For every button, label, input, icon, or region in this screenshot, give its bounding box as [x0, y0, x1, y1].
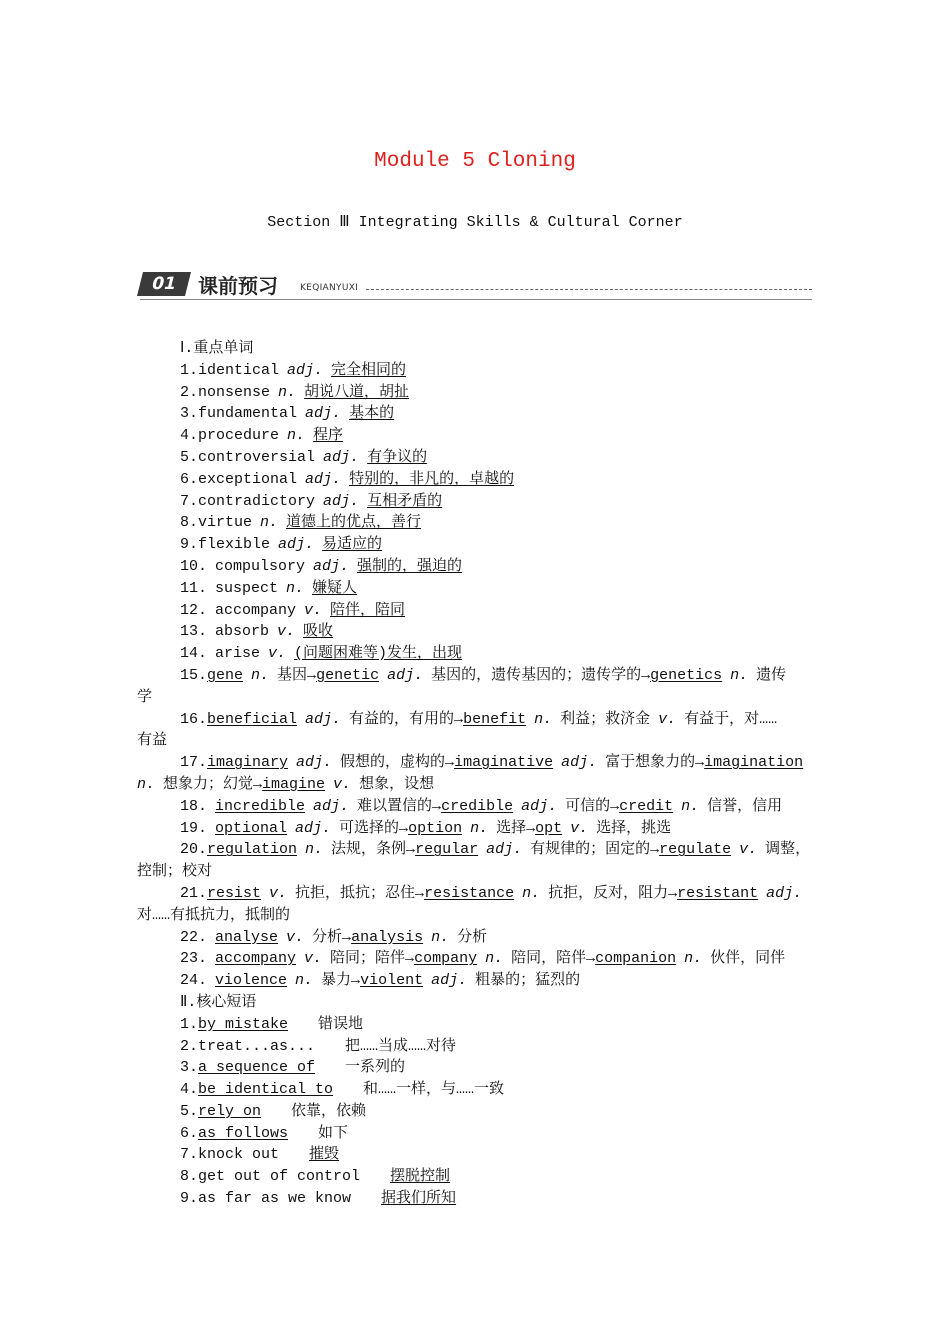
vocab-meaning: 易适应的 — [322, 536, 383, 554]
vocab-word: identical — [198, 361, 280, 379]
banner-dashed-rule — [366, 289, 812, 290]
phrase-list — [137, 1014, 817, 1210]
derived-item-16: 16.beneficial adj. 有益的，有用的→benefit n. 利益；救济金 v. 有益于，对…… — [180, 710, 778, 728]
phrase-meaning: 依靠，依赖 — [291, 1102, 367, 1120]
vocab-item: 4.procedure n. 程序 — [180, 427, 344, 445]
phrase-text: as far as we know — [198, 1190, 352, 1208]
derived-item-23: 23. accompany v. 陪同；陪伴→company n. 陪同，陪伴→companion n. 伙伴，同伴 — [180, 950, 786, 968]
part-of-speech: v. — [268, 645, 287, 663]
derived-item-18: 18. incredible adj. 难以置信的→credible adj. 可信的→credit n. 信誉，信用 — [180, 797, 783, 815]
vocab-word: flexible — [198, 536, 271, 554]
derived-item-22: 22. analyse v. 分析→analysis n. 分析 — [180, 928, 488, 946]
page-title: Module 5 Cloning — [374, 150, 576, 173]
vocab-word: exceptional — [198, 470, 298, 488]
derived-item-20-cont: 控制；校对 — [137, 863, 213, 881]
part-of-speech: v. — [277, 623, 296, 641]
phrase-item: 7.knock out 摧毁 — [180, 1146, 340, 1164]
vocab-item: 3.fundamental adj. 基本的 — [180, 405, 395, 423]
vocab-list — [137, 360, 817, 665]
part-of-speech: adj. — [323, 448, 360, 466]
derived-item-16-cont: 有益 — [137, 732, 168, 750]
part-of-speech: n. — [286, 579, 305, 597]
vocab-word: fundamental — [198, 405, 298, 423]
vocab-word: procedure — [198, 427, 280, 445]
vocab-meaning: 吸收 — [303, 623, 334, 641]
phrase-meaning: 和……一样，与……一致 — [363, 1081, 505, 1099]
phrase-meaning: 据我们所知 — [381, 1190, 457, 1208]
phrase-text: treat...as... — [198, 1037, 316, 1055]
vocab-meaning: 互相矛盾的 — [367, 492, 443, 510]
phrase-item: 2.treat...as... 把……当成……对待 — [180, 1037, 457, 1055]
phrase-item: 3.a sequence of 一系列的 — [180, 1059, 406, 1077]
derived-item-17-cont: n. 想象力；幻觉→imagine v. 想象，设想 — [137, 775, 435, 793]
derived-item-24: 24. violence n. 暴力→violent adj. 粗暴的；猛烈的 — [180, 972, 581, 990]
part-of-speech: adj. — [323, 492, 360, 510]
vocab-item: 10. compulsory adj. 强制的，强迫的 — [180, 557, 463, 575]
part-of-speech: n. — [260, 514, 279, 532]
vocab-word: nonsense — [198, 383, 271, 401]
phrase-text: rely on — [198, 1102, 262, 1120]
part-of-speech: n. — [287, 427, 306, 445]
vocab-meaning: 陪伴，陪同 — [330, 601, 406, 619]
vocab-item: 6.exceptional adj. 特别的，非凡的，卓越的 — [180, 470, 515, 488]
part-of-speech: n. — [278, 383, 297, 401]
vocab-meaning: 基本的 — [349, 405, 395, 423]
vocab-word: virtue — [198, 514, 253, 532]
section2-heading: Ⅱ.核心短语 — [180, 993, 257, 1011]
section-banner — [140, 270, 812, 302]
phrase-text: as follows — [198, 1124, 289, 1142]
banner-label: 课前预习 — [198, 274, 278, 298]
vocab-word: controversial — [198, 448, 316, 466]
banner-pinyin: KEQIANYUXI — [300, 283, 359, 293]
derived-item-15: 15.gene n. 基因→genetic adj. 基因的，遗传基因的；遗传学的→genetics n. 遗传 — [180, 666, 787, 684]
vocab-word: arise — [215, 645, 261, 663]
banner-number: 01 — [137, 272, 191, 296]
phrase-meaning: 把……当成……对待 — [345, 1037, 457, 1055]
phrase-item: 8.get out of control 摆脱控制 — [180, 1168, 451, 1186]
derived-item-20: 20.regulation n. 法规，条例→regular adj. 有规律的；固定的→regulate v. 调整， — [180, 841, 811, 859]
vocab-meaning: 胡说八道，胡扯 — [304, 383, 410, 401]
part-of-speech: adj. — [305, 470, 342, 488]
part-of-speech: adj. — [287, 361, 324, 379]
phrase-item: 9.as far as we know 据我们所知 — [180, 1190, 457, 1208]
section1-heading: Ⅰ.重点单词 — [180, 340, 254, 357]
vocab-word: accompany — [215, 601, 297, 619]
vocab-item: 12. accompany v. 陪伴，陪同 — [180, 601, 406, 619]
derived-item-19: 19. optional adj. 可选择的→option n. 选择→opt v. 选择，挑选 — [180, 819, 672, 837]
derived-item-21-cont: 对……有抵抗力，抵制的 — [137, 906, 291, 924]
phrase-text: knock out — [198, 1146, 280, 1164]
part-of-speech: v. — [304, 601, 323, 619]
phrase-text: get out of control — [198, 1168, 361, 1186]
vocab-item: 8.virtue n. 道德上的优点，善行 — [180, 514, 422, 532]
vocab-meaning: 有争议的 — [367, 448, 428, 466]
phrase-text: a sequence of — [198, 1059, 316, 1077]
vocab-item: 5.controversial adj. 有争议的 — [180, 448, 428, 466]
vocab-meaning: 完全相同的 — [331, 361, 407, 379]
part-of-speech: adj. — [305, 405, 342, 423]
vocab-item: 2.nonsense n. 胡说八道，胡扯 — [180, 383, 410, 401]
phrase-item: 1.by mistake 错误地 — [180, 1015, 364, 1033]
vocab-item: 9.flexible adj. 易适应的 — [180, 536, 383, 554]
vocab-meaning: 嫌疑人 — [312, 579, 358, 597]
vocabulary-content — [137, 338, 817, 1210]
phrase-meaning: 一系列的 — [345, 1059, 406, 1077]
phrase-item: 4.be identical to 和……一样，与……一致 — [180, 1081, 505, 1099]
vocab-word: absorb — [215, 623, 270, 641]
phrase-text: be identical to — [198, 1081, 334, 1099]
derived-item-21: 21.resist v. 抗拒，抵抗；忍住→resistance n. 抗拒，反对，阻力→resistant adj. — [180, 884, 803, 902]
derived-item-17: 17.imaginary adj. 假想的，虚构的→imaginative adj. 富于想象力的→imagination — [180, 754, 804, 772]
vocab-item: 7.contradictory adj. 互相矛盾的 — [180, 492, 443, 510]
phrase-item: 6.as follows 如下 — [180, 1124, 349, 1142]
part-of-speech: adj. — [278, 536, 315, 554]
vocab-meaning: (问题困难等)发生，出现 — [294, 645, 463, 663]
phrase-meaning: 错误地 — [318, 1015, 364, 1033]
vocab-item: 13. absorb v. 吸收 — [180, 623, 334, 641]
vocab-word: compulsory — [215, 557, 306, 575]
vocab-meaning: 特别的，非凡的，卓越的 — [349, 470, 515, 488]
vocab-word: suspect — [215, 579, 279, 597]
phrase-meaning: 摆脱控制 — [390, 1168, 451, 1186]
vocab-item: 1.identical adj. 完全相同的 — [180, 361, 407, 379]
phrase-item: 5.rely on 依靠，依赖 — [180, 1102, 367, 1120]
phrase-meaning: 摧毁 — [309, 1146, 340, 1164]
phrase-meaning: 如下 — [318, 1124, 349, 1142]
vocab-meaning: 程序 — [313, 427, 344, 445]
part-of-speech: adj. — [313, 557, 350, 575]
vocab-meaning: 道德上的优点，善行 — [286, 514, 422, 532]
derived-item-15-cont: 学 — [137, 688, 153, 706]
vocab-word: contradictory — [198, 492, 316, 510]
vocab-item: 14. arise v. (问题困难等)发生，出现 — [180, 645, 463, 663]
vocab-item: 11. suspect n. 嫌疑人 — [180, 579, 358, 597]
banner-underline — [140, 299, 812, 300]
vocab-meaning: 强制的，强迫的 — [357, 557, 463, 575]
phrase-text: by mistake — [198, 1015, 289, 1033]
section-subtitle: Section Ⅲ Integrating Skills & Cultural Corner — [267, 214, 683, 231]
